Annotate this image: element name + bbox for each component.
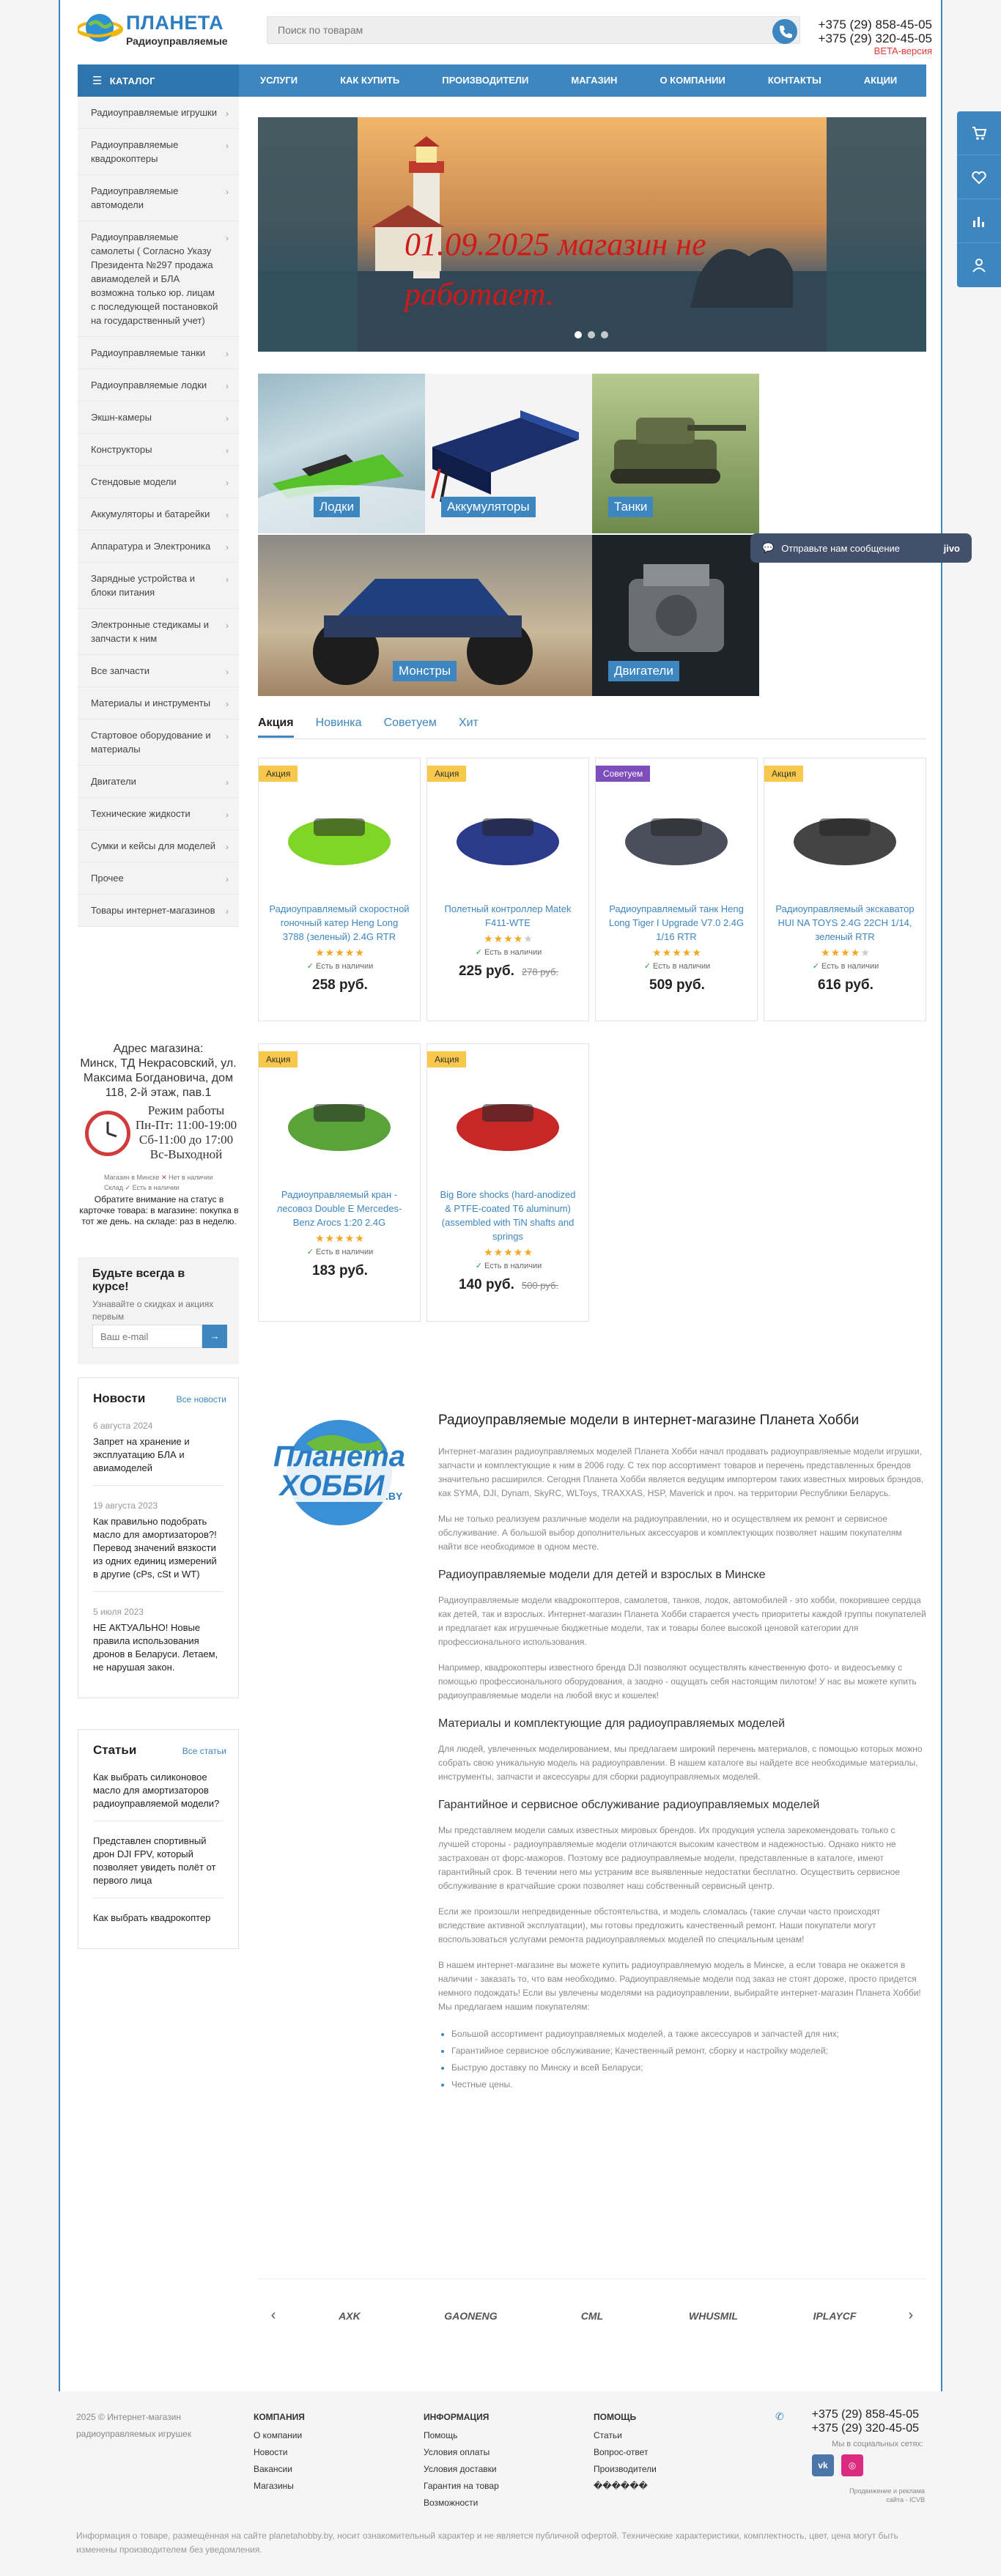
tab-3[interactable]: Хит xyxy=(458,717,479,729)
chevron-right-icon: › xyxy=(226,574,229,585)
nav-item[interactable]: УСЛУГИ xyxy=(260,75,298,86)
legend-label: Магазин в Минске xyxy=(104,1174,160,1181)
sidebar-item[interactable] xyxy=(78,655,239,687)
menu-icon: ☰ xyxy=(92,75,103,87)
chat-widget[interactable] xyxy=(750,533,972,563)
sidebar-item[interactable] xyxy=(78,466,239,498)
product-price xyxy=(764,977,927,993)
logo-line-1: Планета xyxy=(273,1440,406,1473)
phone-icon xyxy=(772,19,797,44)
product-image[interactable] xyxy=(779,783,911,893)
sidebar-item[interactable] xyxy=(78,563,239,609)
page-container xyxy=(59,0,942,2391)
banner-dot[interactable] xyxy=(601,331,608,338)
footer-link[interactable]: Вопрос-ответ xyxy=(594,2447,649,2457)
tile-batteries[interactable] xyxy=(425,374,592,533)
banner-prev-area[interactable] xyxy=(258,117,358,352)
legend-value: Есть в наличии xyxy=(132,1184,180,1191)
product-price xyxy=(427,963,590,980)
tile-label: Танки xyxy=(608,497,653,517)
chevron-right-icon: › xyxy=(226,510,229,520)
chevron-right-icon: › xyxy=(226,777,229,788)
footer-col-title: КОМПАНИЯ xyxy=(254,2412,305,2422)
compare-icon[interactable] xyxy=(957,199,1001,243)
promo-banner[interactable] xyxy=(258,117,926,352)
about-paragraph: Если же произошли непредвиденные обстоятельства, и модель сломалась (такие случаи часто происходят вследствие активной эксплуатации), мы готовы предложить качественный ремонт. Наши покупатели могут воспользоваться услугами ремонта радиоуправляемых моделей по специальным ценам! xyxy=(438,1906,881,1944)
footer-phone[interactable]: +375 (29) 858-45-05 xyxy=(811,2408,919,2421)
news-text[interactable]: Как правильно подобрать масло для амортизаторов?! Перевод значений вязкости из одних единиц измерений в другие (cPs, cSt и WT) xyxy=(93,1516,217,1580)
logo-suffix: .BY xyxy=(385,1490,403,1502)
product-image[interactable] xyxy=(610,783,742,893)
social-title: Мы в социальных сетях: xyxy=(832,2440,923,2449)
floating-panel xyxy=(957,111,1001,287)
footer xyxy=(0,2391,1001,2576)
sidebar-item-label: Радиоуправляемые автомодели xyxy=(91,185,179,210)
legend-label: Склад xyxy=(104,1184,124,1191)
footer-link[interactable]: Магазины xyxy=(254,2481,294,2491)
nav-item[interactable]: КАК КУПИТЬ xyxy=(340,75,400,86)
all-articles-link[interactable]: Все статьи xyxy=(182,1746,226,1756)
product-badge: Советуем xyxy=(596,766,650,782)
footer-link[interactable]: Возможности xyxy=(424,2498,479,2508)
footer-help xyxy=(594,2409,657,2495)
about-paragraph: Для людей, увлеченных моделированием, мы предлагаем широкий перечень материалов, с помощью которых можно собрать свою уникальную модель на радиоуправлении. В нашем каталоге вы найдете все необходимые материалы, инструменты, запчасти и аксессуары для сборки радиоуправляемых моделей. xyxy=(438,1744,923,1782)
legend-value: Нет в наличии xyxy=(169,1174,213,1181)
chevron-right-icon: › xyxy=(226,667,229,677)
nav-item[interactable]: ПРОИЗВОДИТЕЛИ xyxy=(442,75,529,86)
footer-link[interactable]: Вакансии xyxy=(254,2464,292,2474)
instagram-icon[interactable]: ◎ xyxy=(841,2454,863,2476)
logo-title: ПЛАНЕТА xyxy=(126,12,224,34)
chevron-right-icon: › xyxy=(226,542,229,552)
footer-link[interactable]: Производители xyxy=(594,2464,657,2474)
article-item[interactable]: Как выбрать квадрокоптер xyxy=(93,1912,211,1923)
check-icon: ✓ xyxy=(812,962,822,971)
about-paragraph: В нашем интернет-магазине вы можете купить радиоуправляемую модель в Минске, а если товара не окажется в наличии - заказать то, что вам необходимо. Радиоуправляемые модели под заказ не стоят дороже, просто придется немного подождать! Если вы увлечены моделями на радиоуправлении, выбирайте интернет-магазин Планета Хобби! Мы предлагаем нашим покупателям: xyxy=(438,1960,921,2012)
footer-link[interactable]: Статьи xyxy=(594,2430,622,2440)
tile-label: Двигатели xyxy=(608,661,679,681)
chevron-right-icon: › xyxy=(226,233,229,243)
tab-0[interactable]: Акция xyxy=(258,717,294,738)
price-value: 183 руб. xyxy=(312,1263,368,1278)
price-value: 258 руб. xyxy=(312,977,368,993)
price-value: 140 руб. xyxy=(458,1277,514,1292)
product-name[interactable]: Радиоуправляемый танк Heng Long Tiger I Upgrade V7.0 2.4G 1/16 RTR xyxy=(608,903,745,942)
about-subheading: Материалы и комплектующие для радиоуправляемых моделей xyxy=(438,1717,786,1730)
chevron-right-icon: › xyxy=(226,621,229,631)
tab-2[interactable]: Советуем xyxy=(383,717,437,729)
rating-stars: ★★★★★ xyxy=(652,947,702,958)
check-icon: ✓ xyxy=(475,1262,485,1270)
articles-title: Статьи xyxy=(93,1743,137,1757)
brand-logo[interactable]: AXK xyxy=(339,2309,361,2322)
old-price: 500 руб. xyxy=(521,1280,558,1291)
chevron-right-icon: › xyxy=(226,699,229,709)
sidebar-item-label: Аппаратура и Электроника xyxy=(91,541,211,552)
sidebar-item-label: Экшн-камеры xyxy=(91,412,152,423)
product-image[interactable] xyxy=(273,1069,405,1179)
tile-tanks[interactable] xyxy=(592,374,759,533)
footer-col-title: ИНФОРМАЦИЯ xyxy=(424,2412,490,2422)
chevron-right-icon: › xyxy=(226,445,229,456)
benefits-list xyxy=(438,2026,926,2093)
check-icon: ✓ xyxy=(643,962,654,971)
footer-link[interactable]: ������ xyxy=(594,2481,648,2491)
copyright: 2025 © Интернет-магазин радиоуправляемых игрушек xyxy=(76,2412,192,2439)
news-item[interactable] xyxy=(93,1419,224,1486)
sidebar-item[interactable] xyxy=(78,719,239,766)
tile-engines[interactable] xyxy=(592,535,759,696)
brand-logo[interactable]: WHUSMIL xyxy=(689,2309,738,2322)
sidebar-item[interactable] xyxy=(78,798,239,830)
sidebar-item-label: Радиоуправляемые квадрокоптеры xyxy=(91,139,179,164)
footer-link[interactable]: Помощь xyxy=(424,2430,458,2440)
stock-text: Есть в наличии xyxy=(653,962,711,971)
product-name[interactable]: Big Bore shocks (hard-anodized & PTFE-coated T6 aluminum) (assembled with TiN shafts and springs xyxy=(440,1189,576,1242)
benefit-item: • Быструю доставку по Минску и всей Беларуси; xyxy=(451,2059,926,2076)
product-price xyxy=(259,977,421,993)
footer-link[interactable]: Условия оплаты xyxy=(424,2447,490,2457)
sidebar-item[interactable] xyxy=(78,129,239,175)
stock-text: Есть в наличии xyxy=(821,962,879,971)
schedule-line: Вс-Выходной xyxy=(149,1147,223,1161)
beta-label: BETA-версия xyxy=(873,45,932,56)
about-paragraph: Например, квадрокоптеры известного бренда DJI позволяют осуществлять качественную фото- и видеосъемку с помощью профессионального оборудования, а заодно - ощущать себя настоящим пилотом! У нас вы можете купить радиоуправляемые модели на любой вкус и кошелек! xyxy=(438,1662,917,1700)
sidebar-item-label: Прочее xyxy=(91,873,124,884)
banner-message: 01.09.2025 магазин не работает. xyxy=(405,226,706,312)
product-badge: Акция xyxy=(259,1051,298,1067)
stock-text: Есть в наличии xyxy=(484,948,542,957)
planeta-hobby-logo xyxy=(262,1414,416,1531)
chat-icon: 💬 xyxy=(762,542,775,553)
sidebar-item-label: Радиоуправляемые самолеты ( Согласно Указу Президента №297 продажа авиамоделей и БЛА возможна только юр. лицам с последующей постановкой на государственный учет) xyxy=(91,232,218,326)
cross-icon: ✕ xyxy=(161,1174,167,1181)
schedule-line: Сб-11:00 до 17:00 xyxy=(138,1133,234,1147)
sidebar-item[interactable] xyxy=(78,221,239,337)
disclaimer: Информация о товаре, размещённая на сайте planetahobby.by, носит ознакомительный характер и не является публичной офертой. Технические характеристики, комплектность, цвет, цена могут быть изменены производителем без уведомления. xyxy=(76,2531,898,2555)
footer-company xyxy=(254,2409,305,2495)
stock-status xyxy=(427,947,590,957)
sidebar-item[interactable] xyxy=(78,175,239,221)
chevron-right-icon: › xyxy=(226,874,229,884)
all-news-link[interactable]: Все новости xyxy=(176,1394,226,1404)
sidebar-item[interactable] xyxy=(78,369,239,401)
stock-status xyxy=(764,961,927,971)
product-card[interactable] xyxy=(764,758,926,1021)
tile-monsters[interactable] xyxy=(258,535,592,696)
product-price xyxy=(427,1277,590,1293)
planet-logo-icon xyxy=(78,7,125,48)
search-bar xyxy=(267,16,800,44)
rating-stars: ★★★★★ xyxy=(484,933,533,944)
product-image[interactable] xyxy=(442,783,574,893)
chevron-right-icon: › xyxy=(226,108,229,119)
price-value: 225 руб. xyxy=(458,963,514,979)
carousel-prev-icon[interactable]: ‹ xyxy=(270,2307,276,2323)
benefit-item: • Честные цены. xyxy=(451,2076,926,2093)
about-subheading: Радиоуправляемые модели для детей и взрослых в Минске xyxy=(438,1569,766,1581)
footer-col-title: ПОМОЩЬ xyxy=(594,2412,637,2422)
product-name[interactable]: Радиоуправляемый скоростной гоночный катер Heng Long 3788 (зеленый) 2.4G RTR xyxy=(269,903,410,942)
phone-1[interactable]: +375 (29) 858-45-05 xyxy=(818,18,932,32)
news-text[interactable]: Запрет на хранение и эксплуатацию БЛА и авиамоделей xyxy=(93,1436,190,1473)
benefit-item: • Большой ассортимент радиоуправляемых моделей, а также аксессуаров и запчастей для них; xyxy=(451,2026,926,2043)
search-input[interactable] xyxy=(267,17,751,43)
banner-dot[interactable] xyxy=(588,331,595,338)
chat-text: Отправьте нам сообщение xyxy=(781,542,901,554)
tile-label: Лодки xyxy=(314,497,360,517)
product-price xyxy=(596,977,758,993)
footer-phones[interactable] xyxy=(787,2407,919,2435)
favorites-icon[interactable] xyxy=(957,155,1001,199)
email-field[interactable] xyxy=(92,1325,202,1348)
stock-text: Есть в наличии xyxy=(484,1262,542,1270)
check-icon: ✓ xyxy=(306,1248,317,1256)
sidebar-item[interactable] xyxy=(78,862,239,895)
tile-label: Монстры xyxy=(393,661,457,681)
banner-dots xyxy=(575,331,608,338)
sidebar-item[interactable] xyxy=(78,766,239,798)
about-paragraph: Мы не только реализуем различные модели на радиоуправлении, но и осуществляем их ремонт и сервисное обслуживание. А большой выбор дополнительных аксессуаров и комплектующих позволяет нашим покупателям найти все необходимое в одном месте. xyxy=(438,1514,902,1552)
sidebar-item-label: Аккумуляторы и батарейки xyxy=(91,508,210,519)
news-date: 19 августа 2023 xyxy=(93,1500,158,1511)
footer-link[interactable]: Условия доставки xyxy=(424,2464,497,2474)
footer-link[interactable]: О компании xyxy=(254,2430,303,2440)
stock-status xyxy=(596,961,758,971)
product-name[interactable]: Радиоуправляемый кран - лесовоз Double E Mercedes-Benz Arocs 1:20 2.4G xyxy=(276,1189,402,1228)
sidebar-item-label: Радиоуправляемые игрушки xyxy=(91,107,217,118)
product-tabs xyxy=(258,717,479,738)
tile-label: Аккумуляторы xyxy=(441,497,536,517)
chevron-right-icon: › xyxy=(226,478,229,488)
brand-logo[interactable]: GAONENG xyxy=(444,2309,498,2322)
schedule-line: Пн-Пт: 11:00-19:00 xyxy=(135,1118,237,1132)
news-date: 5 июля 2023 xyxy=(93,1607,144,1617)
product-price xyxy=(259,1263,421,1279)
sidebar-item[interactable] xyxy=(78,830,239,862)
stock-text: Есть в наличии xyxy=(316,1248,374,1256)
product-card[interactable] xyxy=(426,1043,589,1322)
nav-item[interactable]: КОНТАКТЫ xyxy=(767,75,821,86)
store-address xyxy=(78,1042,239,1100)
footer-link[interactable]: Гарантия на товар xyxy=(424,2481,499,2491)
product-badge: Акция xyxy=(427,766,466,782)
product-image[interactable] xyxy=(273,783,405,893)
product-badge: Акция xyxy=(764,766,803,782)
chevron-right-icon: › xyxy=(226,413,229,423)
about-heading: Радиоуправляемые модели в интернет-магазине Планета Хобби xyxy=(438,1413,860,1428)
brand-logo[interactable]: CML xyxy=(580,2309,604,2322)
tile-boats[interactable] xyxy=(258,374,425,533)
chevron-right-icon: › xyxy=(226,187,229,197)
brand-logo[interactable]: IPLAYCF xyxy=(813,2309,857,2322)
about-subheading: Гарантийное и сервисное обслуживание радиоуправляемых моделей xyxy=(438,1799,820,1811)
sidebar-item-label: Радиоуправляемые лодки xyxy=(91,380,207,391)
nav-item[interactable]: АКЦИИ xyxy=(863,75,898,86)
chat-brand: jivo xyxy=(943,542,960,554)
catalog-button[interactable] xyxy=(78,64,239,97)
about-paragraph: Радиоуправляемые модели квадрокоптеров, самолетов, танков, лодок, автомобилей - это хобби, покорившее сердца как детей, так и взрослых. Интернет-магазин Планета Хобби старается учесть приоритеты каждой группы покупателей и предлагает как игрушечные бюджетные модели, так и товары более высокой ценовой категории для профессионального использования. xyxy=(438,1595,926,1647)
product-image[interactable] xyxy=(442,1069,574,1179)
catalog-label: КАТАЛОГ xyxy=(109,75,155,86)
rating-stars: ★★★★★ xyxy=(315,947,365,958)
tab-1[interactable]: Новинка xyxy=(315,717,362,729)
about-text xyxy=(438,1413,926,2093)
subscribe-title: Будьте всегда в курсе! xyxy=(92,1267,185,1293)
sidebar-item[interactable] xyxy=(78,434,239,466)
about-paragraph: Мы представляем модели самых известных мировых брендов. Их продукция успела зарекомендовать только с лучшей стороны - радиоуправляемые модели отличаются высоким качеством и надежностью. Однако никто не застрахован от форс-мажоров. Поэтому все радиоуправляемые модели, представленные в каталоге, имеют гарантийный срок. В течении него мы устраним все выявленные недостатки бесплатно. Осуществить сервисное обслуживание в кратчайшие сроки позволяет наш собственный сервисный центр. xyxy=(438,1825,901,1891)
price-value: 616 руб. xyxy=(818,977,873,993)
product-card[interactable] xyxy=(258,758,421,1021)
category-sidebar xyxy=(78,97,239,927)
article-item[interactable]: Представлен спортивный дрон DJI FPV, который позволяет увидеть полёт от первого лица xyxy=(93,1835,224,1898)
phone-numbers[interactable] xyxy=(800,18,932,45)
vk-icon[interactable]: vk xyxy=(812,2454,834,2476)
availability-note: Обратите внимание на статус в карточке товара: в магазине: покупка в тот же день. на складе: раз в неделю. xyxy=(79,1194,239,1226)
stock-status xyxy=(259,961,421,971)
logo-line-2: ХОББИ xyxy=(279,1470,385,1502)
schedule-title: Режим работы xyxy=(147,1103,225,1117)
chevron-right-icon: › xyxy=(226,141,229,151)
sidebar-item[interactable] xyxy=(78,530,239,563)
logo-subtitle: Радиоуправляемые xyxy=(126,35,228,47)
product-card[interactable] xyxy=(258,1043,421,1322)
article-item[interactable]: Как выбрать силиконовое масло для амортизаторов радиоуправляемой модели? xyxy=(93,1771,224,1821)
sidebar-item-label: Материалы и инструменты xyxy=(91,697,211,708)
sidebar-item-label: Стендовые модели xyxy=(91,476,177,487)
footer-phone-icon: ✆ xyxy=(775,2410,784,2422)
carousel-next-icon[interactable]: › xyxy=(908,2307,914,2323)
articles-box xyxy=(78,1729,239,1949)
news-item[interactable] xyxy=(93,1499,224,1592)
sidebar-item-label: Конструкторы xyxy=(91,444,152,455)
sidebar-item[interactable] xyxy=(78,498,239,530)
clock-icon xyxy=(85,1111,130,1156)
address-text: Минск, ТД Некрасовский, ул. Максима Богдановича, дом 118, 2-й этаж, пав.1 xyxy=(80,1057,237,1099)
chevron-right-icon: › xyxy=(226,906,229,917)
product-card[interactable] xyxy=(426,758,589,1021)
news-box xyxy=(78,1377,239,1698)
sidebar-item-label: Радиоуправляемые танки xyxy=(91,347,206,358)
product-name[interactable]: Полетный контроллер Matek F411-WTE xyxy=(444,903,572,928)
footer-info xyxy=(424,2409,499,2512)
chevron-right-icon: › xyxy=(226,381,229,391)
cart-icon[interactable] xyxy=(957,111,1001,155)
availability-legend xyxy=(104,1172,236,1193)
news-text[interactable]: НЕ АКТУАЛЬНО! Новые правила использования дронов в Беларуси. Летаем, не нарушая закон. xyxy=(93,1622,218,1673)
stock-status xyxy=(259,1247,421,1256)
brands-carousel xyxy=(258,2279,926,2352)
product-badge: Акция xyxy=(427,1051,466,1067)
banner-dot[interactable] xyxy=(575,331,582,338)
stock-text: Есть в наличии xyxy=(316,962,374,971)
nav-items xyxy=(239,64,918,97)
about-paragraph: Интернет-магазин радиоуправляемых моделей Планета Хобби начал продавать радиоуправляемые модели игрушки, запчасти и комплектующие к ним в 2006 году. С тех пор ассортимент товаров и перечень представленных брендов значительно расширился. Сегодня Планета Хобби является ведущим импортером таких известных мировых брэндов, как SYMA, DJI, Dynam, SkyRC, WLToys, TRAXXAS, HSP, Maverick и проч. на территории Республики Беларусь. xyxy=(438,1446,924,1498)
promo-text[interactable]: Продвижение и реклама сайта - ICVB xyxy=(849,2487,925,2503)
site-logo[interactable] xyxy=(78,7,239,51)
subscribe-button[interactable]: → xyxy=(202,1325,227,1348)
sidebar-item[interactable] xyxy=(78,337,239,369)
footer-phone[interactable]: +375 (29) 320-45-05 xyxy=(811,2422,919,2435)
benefit-item: • Гарантийное сервисное обслуживание; Качественный ремонт, сборку и настройку моделей; xyxy=(451,2043,926,2059)
phone-2[interactable]: +375 (29) 320-45-05 xyxy=(818,32,932,45)
check-icon: ✓ xyxy=(125,1184,131,1191)
old-price: 278 руб. xyxy=(521,966,558,977)
chevron-right-icon: › xyxy=(226,842,229,852)
stock-status xyxy=(427,1261,590,1270)
nav-item[interactable]: О КОМПАНИИ xyxy=(660,75,725,86)
sidebar-item[interactable] xyxy=(78,401,239,434)
subscribe-text: Узнавайте о скидках и акциях первым xyxy=(92,1299,214,1322)
rating-stars: ★★★★★ xyxy=(484,1246,533,1258)
check-icon: ✓ xyxy=(475,948,485,957)
product-badge: Акция xyxy=(259,766,298,782)
sidebar-item[interactable] xyxy=(78,97,239,129)
sidebar-item[interactable] xyxy=(78,609,239,655)
sidebar-item[interactable] xyxy=(78,687,239,719)
rating-stars: ★★★★★ xyxy=(821,947,871,958)
rating-stars: ★★★★★ xyxy=(315,1232,365,1244)
user-icon[interactable] xyxy=(957,243,1001,287)
chevron-right-icon: › xyxy=(226,810,229,820)
product-name[interactable]: Радиоуправляемый экскаватор HUI NA TOYS 2.4G 22CH 1/14, зеленый RTR xyxy=(775,903,915,942)
nav-item[interactable]: МАГАЗИН xyxy=(571,75,618,86)
work-schedule xyxy=(133,1103,239,1162)
sidebar-item-label: Все запчасти xyxy=(91,665,149,676)
subscribe-box xyxy=(78,1257,239,1364)
sidebar-item-label: Сумки и кейсы для моделей xyxy=(91,840,216,851)
news-title: Новости xyxy=(93,1391,146,1405)
sidebar-item[interactable] xyxy=(78,895,239,927)
chevron-right-icon: › xyxy=(226,349,229,359)
chevron-right-icon: › xyxy=(226,731,229,741)
price-value: 509 руб. xyxy=(649,977,705,993)
news-date: 6 августа 2024 xyxy=(93,1421,153,1431)
check-icon: ✓ xyxy=(306,962,317,971)
address-title: Адрес магазина: xyxy=(113,1043,204,1055)
sidebar-item-label: Электронные стедикамы и запчасти к ним xyxy=(91,619,209,644)
sidebar-item-label: Зарядные устройства и блоки питания xyxy=(91,573,196,598)
news-item[interactable] xyxy=(93,1605,224,1684)
sidebar-item-label: Двигатели xyxy=(91,776,136,787)
sidebar-item-label: Товары интернет-магазинов xyxy=(91,905,215,916)
sidebar-item-label: Технические жидкости xyxy=(91,808,191,819)
footer-link[interactable]: Новости xyxy=(254,2447,288,2457)
product-card[interactable] xyxy=(595,758,758,1021)
sidebar-item-label: Стартовое оборудование и материалы xyxy=(91,730,211,755)
